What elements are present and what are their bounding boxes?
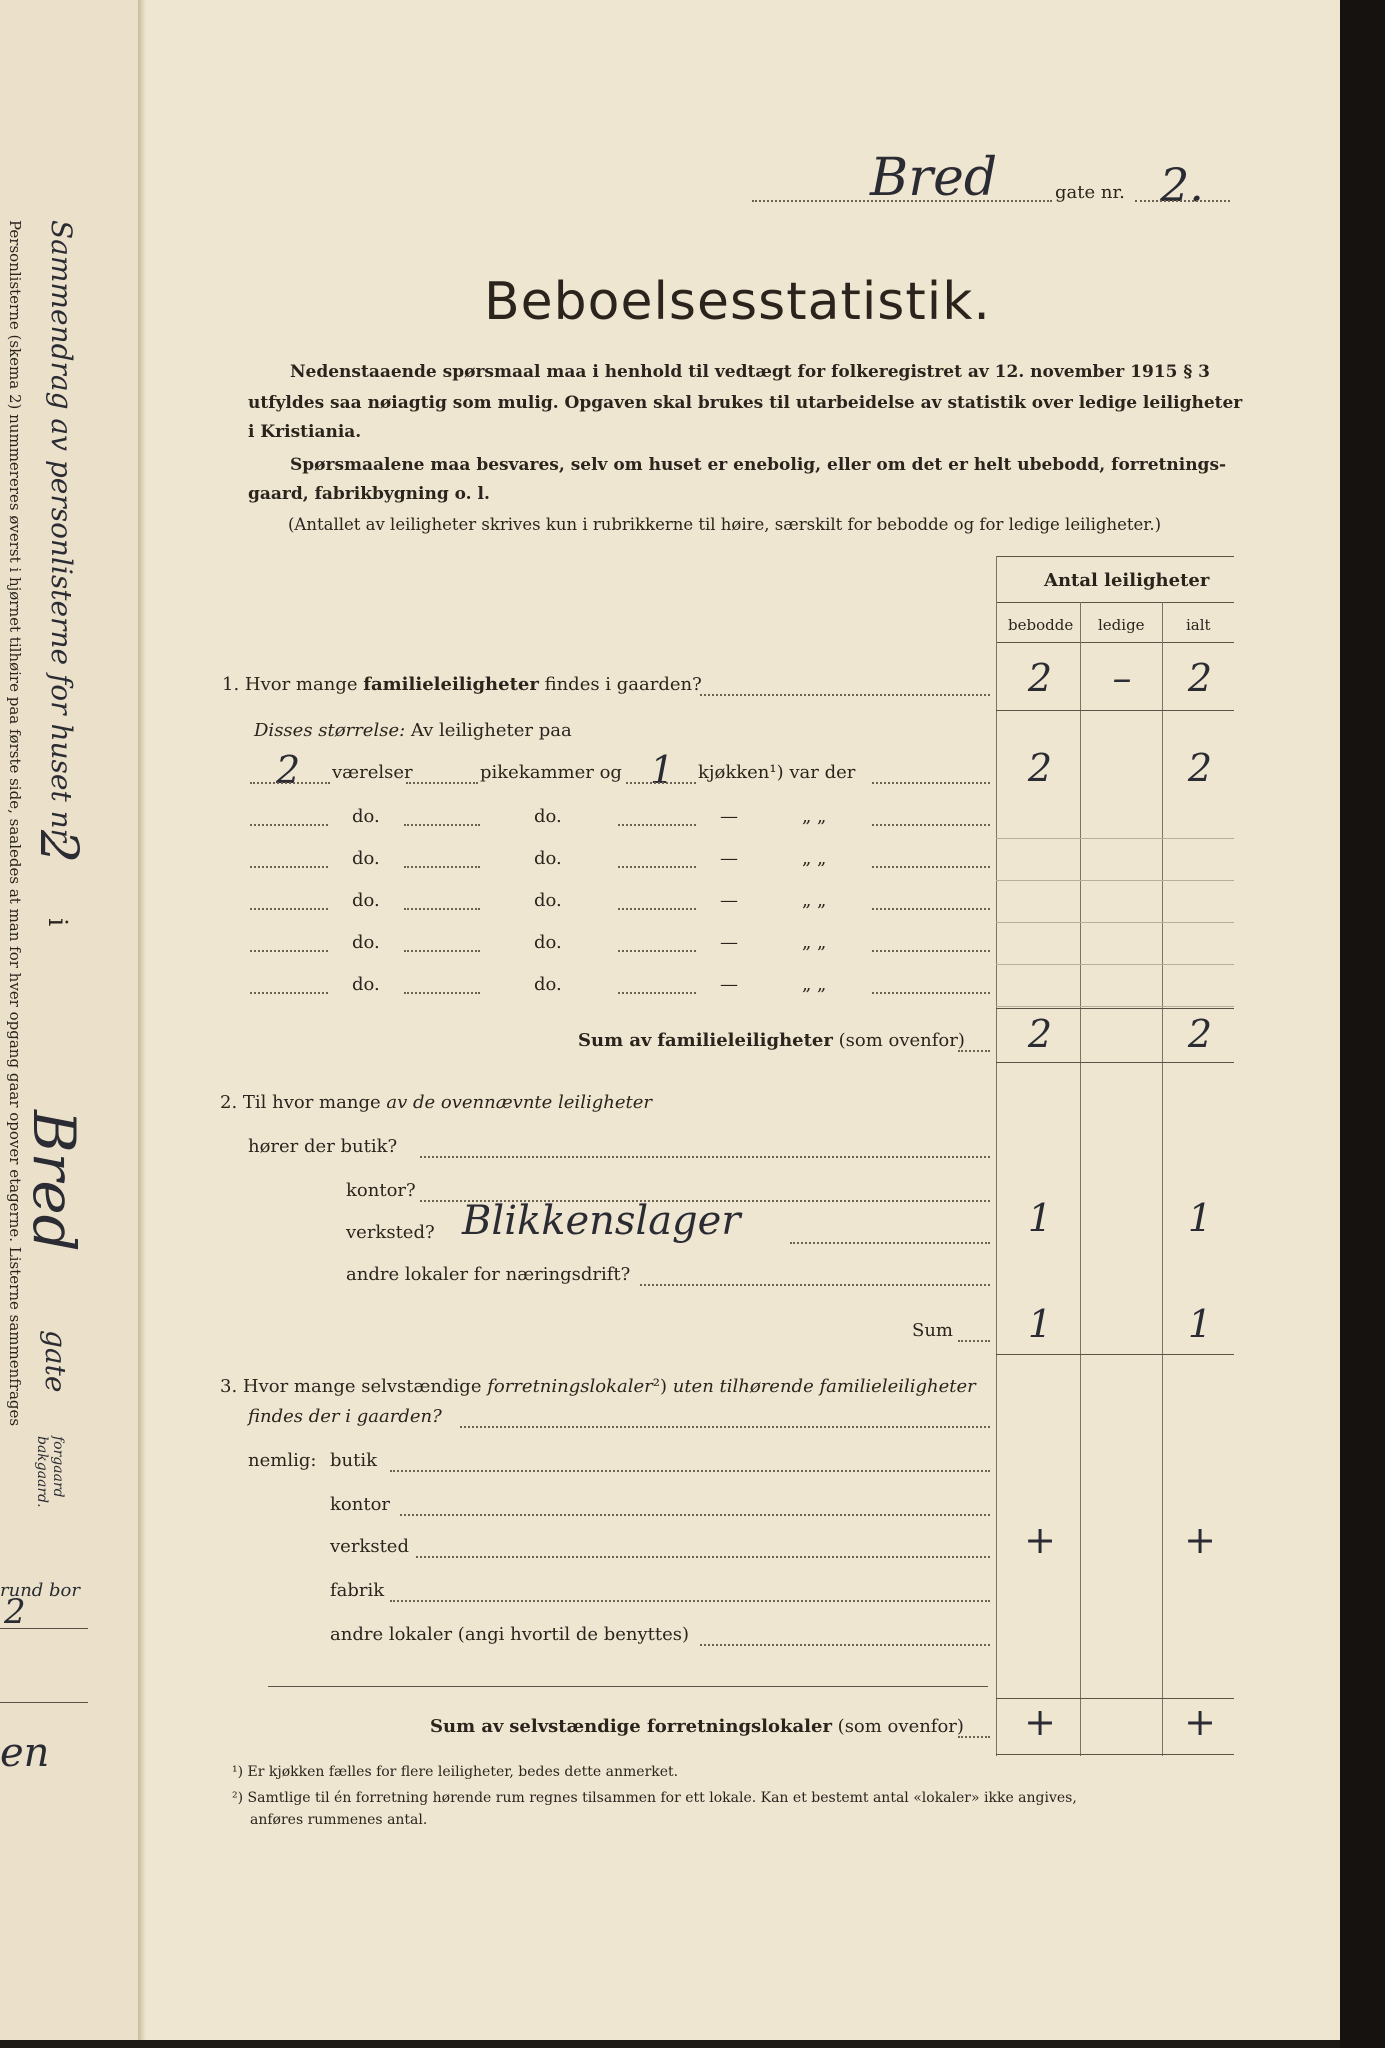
q3-butik-dots [390, 1470, 990, 1472]
do-row-label-b: do. [534, 932, 562, 953]
q1-row1-ialt: 2 [1187, 746, 1213, 790]
q1-size-intro-text: Av leiligheter paa [410, 720, 572, 741]
do-row-label-b: do. [534, 974, 562, 995]
sidebar-house-number: 2 [28, 830, 88, 864]
do-row-label-b: do. [534, 848, 562, 869]
do-row-dots-c [618, 908, 696, 910]
do-row-quote: „ „ [802, 932, 827, 953]
sidebar-street-name: Bred [20, 1110, 88, 1252]
q3-verksted-dots [416, 1556, 990, 1558]
q3-line2-dots [460, 1426, 990, 1428]
q1-text-b: familieleiligheter [363, 674, 539, 695]
q3-verksted-label: verksted [330, 1536, 409, 1557]
do-row-label-a: do. [352, 890, 380, 911]
do-row-dots-d [872, 950, 990, 952]
footnote-2-line1: ²) Samtlige til én forretning hørende rum regnes tilsammen for ett lokale. Kan et bestemt antal «lokaler» ikke angives, [232, 1790, 1077, 1806]
sidebar-forgaard: forgaard [50, 1436, 66, 1498]
intro-p1-line1: Nedenstaaende spørsmaal maa i henhold til vedtægt for folkeregistret av 12. november 1915 § 3 [290, 362, 1211, 382]
intro-p3: (Antallet av leiligheter skrives kun i rubrikkerne til høire, særskilt for bebodde og for ledige leiligheter.) [288, 515, 1162, 534]
q1-pikekammer-label: pikekammer og [480, 762, 622, 783]
do-row-dash: — [720, 974, 738, 995]
do-row-label-b: do. [534, 890, 562, 911]
q2-sum-bebodde: 1 [1027, 1302, 1053, 1346]
q2-andre-dots [640, 1284, 990, 1286]
q3-andre-dots [700, 1644, 990, 1646]
do-row-dots-d [872, 992, 990, 994]
do-row-dots-c [618, 992, 696, 994]
col-ialt: ialt [1186, 616, 1211, 634]
table-top-line [996, 556, 1234, 557]
do-row-quote: „ „ [802, 848, 827, 869]
q2-sum-label: Sum [912, 1320, 953, 1341]
intro-p1-line3: i Kristiania. [248, 422, 362, 442]
col-bebodde: bebodde [1008, 616, 1074, 634]
q2-verksted-bebodde: 1 [1027, 1196, 1053, 1240]
table-line-q1 [996, 710, 1234, 711]
q2-line1-b: av de ovennævnte leiligheter [386, 1092, 652, 1113]
footnote-2-line2: anføres rummenes antal. [250, 1812, 428, 1828]
sidebar-title [45, 220, 78, 848]
q3-verksted-bebodde: + [1024, 1518, 1056, 1562]
do-row-dash: — [720, 806, 738, 827]
q3-sum-dots [958, 1736, 990, 1738]
q1-kjokken-label: kjøkken¹) var der [698, 762, 856, 783]
do-row-dots-a [250, 950, 328, 952]
do-row-label-a: do. [352, 932, 380, 953]
sidebar-instructions: Personlisterne (skema 2) nummereres øverst i hjørnet tilhøire paa første side, saaledes at man for hver opgang gaar opover etagerne. Listerne sammenfrages [6, 220, 24, 1427]
sidebar-gate: gate [39, 1330, 72, 1393]
q2-verksted-ialt: 1 [1187, 1196, 1213, 1240]
q1-vaerelser-value: 2 [276, 748, 301, 792]
q2-verksted-label: verksted? [346, 1222, 435, 1243]
do-row-dash: — [720, 932, 738, 953]
table-header-line [996, 602, 1234, 603]
sidebar-grund-value: 2 [4, 1592, 26, 1632]
q3-line1-b: forretningslokaler [487, 1376, 653, 1397]
q3-sum-ialt: + [1184, 1700, 1216, 1744]
table-subheader-line [996, 642, 1234, 643]
do-row-dash: — [720, 890, 738, 911]
q2-kontor-label: kontor? [346, 1180, 416, 1201]
intro-p2-line2: gaard, fabrikbygning o. l. [248, 484, 490, 504]
q3-butik-label: butik [330, 1450, 378, 1471]
q1-kjokken-dots [626, 782, 696, 784]
do-row-dots-b [404, 950, 480, 952]
table-group-header: Antal leiligheter [1044, 570, 1210, 591]
sidebar-line-1 [0, 1628, 88, 1629]
q1-ledige-value: – [1112, 656, 1132, 700]
q3-line1-a: 3. Hvor mange selvstændige [220, 1376, 482, 1397]
do-row-quote: „ „ [802, 806, 827, 827]
sidebar-line-2 [0, 1702, 88, 1703]
q1-bebodde-value: 2 [1027, 656, 1053, 700]
do-row-dots-c [618, 866, 696, 868]
header-number-dots [1135, 200, 1230, 202]
q3-line2: findes der i gaarden? [248, 1406, 442, 1427]
do-row-dots-d [872, 824, 990, 826]
do-row-table-line [996, 1006, 1234, 1007]
q1-row1-dots [872, 782, 990, 784]
q2-sum-ialt: 1 [1187, 1302, 1213, 1346]
do-row-dots-a [250, 824, 328, 826]
q1-sum-ialt: 2 [1187, 1012, 1213, 1056]
table-vline-1 [1080, 602, 1081, 1756]
q2-line1-a: 2. Til hvor mange [220, 1092, 381, 1113]
do-row-table-line [996, 964, 1234, 965]
do-row-quote: „ „ [802, 974, 827, 995]
do-row-label-a: do. [352, 974, 380, 995]
q1-text-c: findes i gaarden? [544, 674, 702, 695]
footnote-1: ¹) Er kjøkken fælles for flere leiligheter, bedes dette anmerket. [232, 1764, 679, 1780]
do-row-dots-d [872, 866, 990, 868]
table-line-sum2 [996, 1354, 1234, 1355]
q2-line1 [220, 1092, 652, 1113]
page-edge-shadow [1340, 0, 1385, 2048]
q1-kjokken-value: 1 [650, 748, 675, 792]
do-row-label-b: do. [534, 806, 562, 827]
q1-pike-dots [406, 782, 478, 784]
q1-ialt-value: 2 [1187, 656, 1213, 700]
table-line-sum-top [996, 1008, 1234, 1009]
table-line-sum1 [996, 1062, 1234, 1063]
q3-line1-c: ²) [652, 1376, 667, 1397]
q1-sum-label [578, 1030, 965, 1051]
do-row-dots-b [404, 866, 480, 868]
q3-sum-c: (som ovenfor) [837, 1716, 964, 1737]
table-line-bottom [996, 1754, 1234, 1755]
q1-sum-c: (som ovenfor) [838, 1030, 965, 1051]
q1-size-intro [254, 720, 572, 741]
do-row-label-a: do. [352, 848, 380, 869]
header-street-hand: Bred [870, 148, 998, 208]
do-row-dots-b [404, 908, 480, 910]
header-gate-nr: gate nr. [1055, 182, 1125, 203]
q3-sum-a: Sum av [430, 1716, 504, 1737]
q3-kontor-dots [400, 1514, 990, 1516]
q2-verksted-hand: Blikkenslager [462, 1198, 741, 1244]
do-row-dots-b [404, 824, 480, 826]
q3-fabrik-label: fabrik [330, 1580, 385, 1601]
intro-p2-line1: Spørsmaalene maa besvares, selv om huset er enebolig, eller om det er helt ubebodd, forretnings- [290, 455, 1227, 475]
q1-size-intro-italic: Disses størrelse: [254, 720, 406, 741]
do-row-dots-c [618, 824, 696, 826]
do-row-label-a: do. [352, 806, 380, 827]
do-row-dots-b [404, 992, 480, 994]
q1-text-a: 1. Hvor mange [222, 674, 358, 695]
page-title: Beboelsesstatistik. [484, 272, 991, 332]
q3-line1 [220, 1376, 976, 1397]
do-row-dots-a [250, 866, 328, 868]
do-row-table-line [996, 880, 1234, 881]
col-ledige: ledige [1098, 616, 1145, 634]
q2-butik-dots [420, 1156, 990, 1158]
q3-fabrik-dots [390, 1600, 990, 1602]
q1-row1-bebodde: 2 [1027, 746, 1053, 790]
sidebar-title-text: Sammendrag av personlisterne for huset nr. [45, 220, 78, 848]
header-number-hand: 2. [1160, 158, 1204, 212]
q3-kontor-label: kontor [330, 1494, 391, 1515]
do-row-quote: „ „ [802, 890, 827, 911]
q1-sum-b: familieleiligheter [657, 1030, 833, 1051]
intro-p1-line2: utfyldes saa nøiagtig som mulig. Opgaven skal brukes til utarbeidelse av statistik over ledige leiligheter [248, 393, 1243, 413]
q3-sum-label [430, 1716, 964, 1737]
q3-sum-b: selvstændige forretningslokaler [509, 1716, 832, 1737]
q3-nemlig: nemlig: [248, 1450, 317, 1471]
q2-andre-label: andre lokaler for næringsdrift? [346, 1264, 631, 1285]
q3-line1-d: uten tilhørende familieleiligheter [672, 1376, 976, 1397]
q3-verksted-ialt: + [1184, 1518, 1216, 1562]
sidebar-grund-bor: rund bor [0, 1580, 80, 1601]
do-row-dots-a [250, 992, 328, 994]
q2-verksted-dots [790, 1242, 990, 1244]
do-row-table-line [996, 838, 1234, 839]
do-row-dots-d [872, 908, 990, 910]
do-row-dash: — [720, 848, 738, 869]
q1-sum-dots [958, 1050, 990, 1052]
sidebar-bakgaard: bakgaard. [34, 1436, 50, 1508]
q1-vaerelser-label: værelser [332, 762, 413, 783]
page-fold [138, 0, 146, 2040]
header-street-dots [752, 200, 1052, 202]
q3-andre-label: andre lokaler (angi hvortil de benyttes) [330, 1624, 690, 1645]
table-vline-2 [1162, 602, 1163, 1756]
q1-vaer-dots [250, 782, 330, 784]
q3-separator [268, 1686, 988, 1687]
q2-butik-label: hører der butik? [248, 1136, 398, 1157]
q1-label [222, 674, 702, 695]
q1-sum-bebodde: 2 [1027, 1012, 1053, 1056]
q2-sum-dots [958, 1340, 990, 1342]
sidebar-i: i [42, 918, 72, 927]
do-row-dots-a [250, 908, 328, 910]
q1-dots [700, 694, 990, 696]
do-row-dots-c [618, 950, 696, 952]
q1-sum-a: Sum av [578, 1030, 652, 1051]
sidebar-bottom-hand: en [0, 1730, 50, 1776]
do-row-table-line [996, 922, 1234, 923]
table-vline-0 [996, 556, 997, 1756]
table-line-sum3-top [996, 1698, 1234, 1699]
q3-sum-bebodde: + [1024, 1700, 1056, 1744]
